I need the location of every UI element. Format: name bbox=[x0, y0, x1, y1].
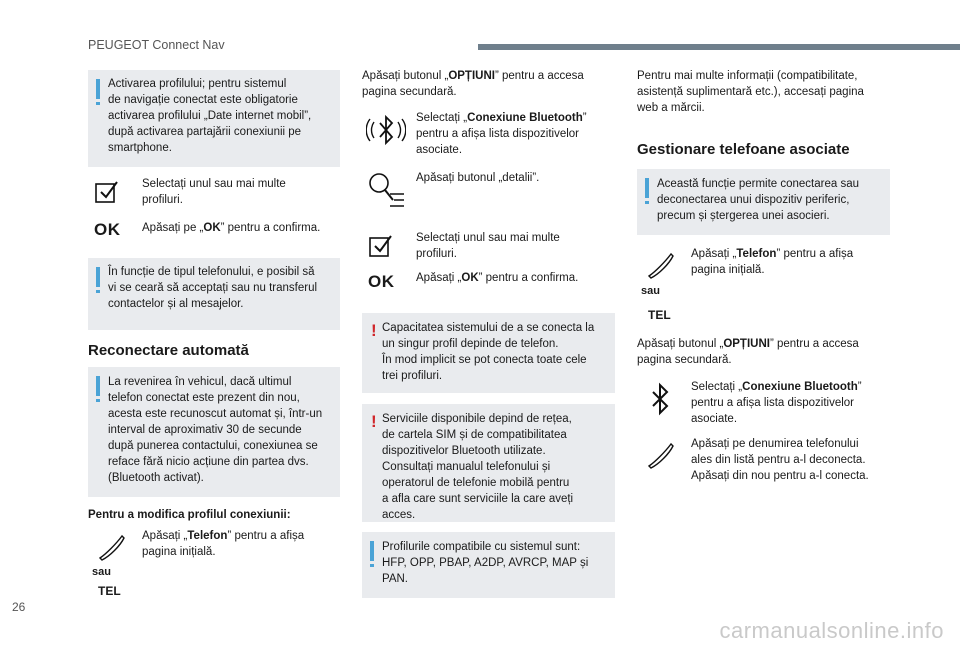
info-box-profile-activation: Activarea profilului; pentru sistemul de navigație conectat este obligatorie activarea profilului „Date internet mobil”, după activarea partajării conexiunii pe smartphone. bbox=[88, 70, 340, 167]
or-label: sau bbox=[92, 566, 111, 578]
bluetooth-signal-icon bbox=[366, 110, 406, 150]
phone-handset-icon bbox=[92, 528, 132, 568]
or-label: sau bbox=[641, 285, 660, 297]
magnifier-list-icon bbox=[366, 170, 406, 210]
section-title-manage-phones: Gestionare telefoane asociate bbox=[637, 141, 850, 158]
page-number: 26 bbox=[12, 600, 26, 614]
tel-button-label: TEL bbox=[98, 584, 121, 598]
info-box-contacts-transfer: În funcție de tipul telefonului, e posibil să vi se ceară să acceptați sau nu transferul contactelor și al mesajelor. bbox=[88, 258, 340, 330]
phone-handset-icon bbox=[641, 436, 681, 476]
phone-handset-icon bbox=[641, 246, 681, 286]
warning-box-profiles: ! Capacitatea sistemului de a se conecta la un singur profil depinde de telefon. În mod implicit se pot conecta toate cele trei profiluri. bbox=[362, 313, 615, 393]
more-info-paragraph: Pentru mai multe informații (compatibilitate, asistență suplimentară etc.), accesați pagina web a mărcii. bbox=[637, 70, 864, 114]
watermark: carmanualsonline.info bbox=[719, 618, 944, 643]
modify-profile-heading: Pentru a modifica profilul conexiunii: bbox=[88, 509, 291, 521]
options-instruction: Apăsați butonul „OPȚIUNI” pentru a accesa pagina secundară. bbox=[362, 70, 584, 98]
bluetooth-icon bbox=[641, 379, 681, 419]
checkbox-check-icon bbox=[92, 176, 132, 216]
info-box-compatible-profiles: Profilurile compatibile cu sistemul sunt: HFP, OPP, PBAP, A2DP, AVRCP, MAP și PAN. bbox=[362, 532, 615, 598]
running-header: PEUGEOT Connect Nav bbox=[88, 38, 225, 52]
info-box-auto-reconnect: La revenirea în vehicul, dacă ultimul telefon conectat este prezent din nou, acesta este recunoscut automat și, într-un interval de aproximativ 30 de secunde după punerea contactului, conexiunea se reface fără nicio acțiune din partea dvs. (Bluetooth activat). bbox=[88, 367, 340, 497]
info-icon bbox=[96, 376, 100, 396]
info-box-manage-phones: Această funcție permite conectarea sau deconectarea unui dispozitiv periferic, precum și ștergerea unei asocieri. bbox=[637, 169, 890, 235]
ok-icon: OK bbox=[94, 220, 121, 239]
info-icon bbox=[96, 79, 100, 99]
warning-icon: ! bbox=[371, 321, 377, 340]
tel-button-label: TEL bbox=[648, 308, 671, 322]
warning-box-services: ! Serviciile disponibile depind de rețea, de cartela SIM și de compatibilitatea dispozitivelor Bluetooth utilizate. Consultați manualul telefonului și operatorul de telefonie mobilă pentru a afla care sunt serviciile la care aveți acces. bbox=[362, 404, 615, 522]
info-icon bbox=[96, 267, 100, 287]
ok-icon: OK bbox=[368, 272, 395, 291]
options-instruction-2: Apăsați butonul „OPȚIUNI” pentru a accesa pagina secundară. bbox=[637, 338, 859, 366]
info-icon bbox=[370, 541, 374, 561]
header-rule bbox=[478, 44, 960, 50]
warning-icon: ! bbox=[371, 412, 377, 431]
info-icon bbox=[645, 178, 649, 198]
checkbox-check-icon bbox=[366, 230, 406, 270]
section-title-auto-reconnect: Reconectare automată bbox=[88, 342, 249, 359]
